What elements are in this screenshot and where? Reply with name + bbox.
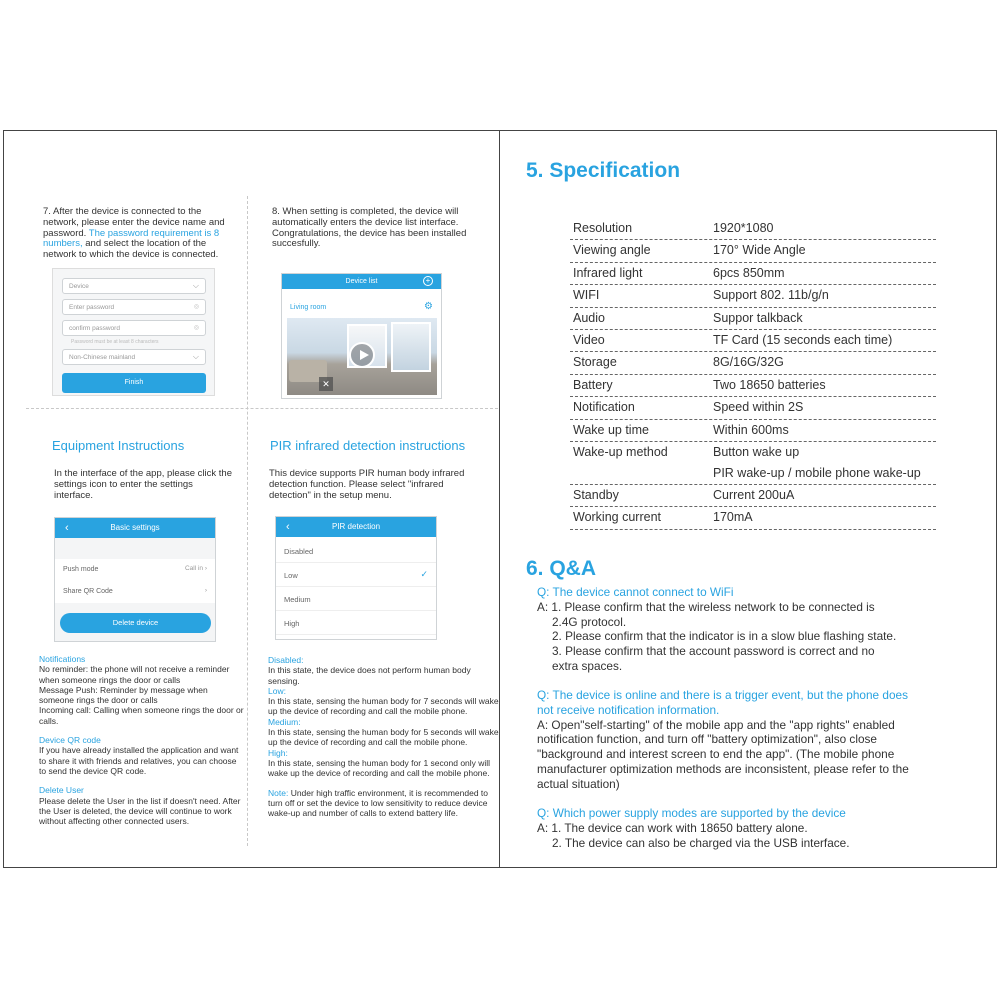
- spec-value: Two 18650 batteries: [713, 377, 826, 392]
- spec-label: Working current: [573, 510, 661, 525]
- back-icon[interactable]: ‹: [65, 522, 69, 534]
- share-qr-row[interactable]: Share QR Code ›: [55, 581, 215, 603]
- spec-value: Current 200uA: [713, 487, 795, 502]
- spec-row: [570, 308, 936, 330]
- spec-value: Support 802. 11b/g/n: [713, 288, 829, 303]
- spec-row: [570, 442, 936, 485]
- pir-option-low[interactable]: Low ✓: [276, 563, 436, 587]
- chevron-down-icon: ⌵: [192, 281, 199, 290]
- spec-row: [570, 330, 936, 352]
- column-divider: [247, 196, 248, 846]
- add-icon[interactable]: +: [423, 276, 433, 286]
- spec-value: 170mA: [713, 510, 753, 525]
- spec-value: 170° Wide Angle: [713, 243, 806, 258]
- spec-label: Resolution: [573, 221, 633, 235]
- spec-row: [570, 397, 936, 419]
- gear-icon[interactable]: ⚙: [424, 301, 433, 312]
- device-field[interactable]: Device ⌵: [62, 278, 206, 294]
- finish-button[interactable]: Finish: [62, 373, 206, 393]
- spec-label: Audio: [573, 310, 605, 325]
- spec-value: TF Card (15 seconds each time): [713, 332, 893, 347]
- row-divider: [26, 408, 498, 409]
- spec-row: [570, 352, 936, 374]
- chevron-down-icon: ⌵: [192, 352, 199, 361]
- spec-value: Speed within 2S: [713, 400, 804, 415]
- spec-value: 6pcs 850mm: [713, 265, 785, 280]
- device-list-header: Device list +: [282, 274, 441, 289]
- spec-label: Standby: [573, 487, 619, 502]
- equipment-title: Equipment Instructions: [52, 438, 185, 453]
- location-select[interactable]: Non-Chinese mainland ⌵: [62, 349, 206, 365]
- spec-row: [570, 263, 936, 285]
- basic-settings-mockup: [54, 517, 216, 642]
- spec-value: 1920*1080: [713, 221, 774, 235]
- spec-row: [570, 285, 936, 307]
- pir-header: ‹ PIR detection: [276, 517, 436, 537]
- pir-notes: Disabled: In this state, the device does not perform human body sensing. Low: In this state, sensing the human body for 7 seconds will wake up the device of recording and call the mobile phone. Medium: In this state, sensing the human body for 5 seconds will wake up the device of recording and call the mobile phone. High: In this state, sensing the human body for 1 second only will wake up the device of recording and call the mobile phone. Note: Under high traffic environment, it is recommended to turn off or set the device to low sensitivity to reduce device wake-up and number of calls to extend battery life.: [268, 655, 499, 819]
- spec-label: Notification: [573, 400, 635, 415]
- spec-value: Button wake up: [713, 444, 800, 459]
- spec-label: Infrared light: [573, 265, 643, 280]
- room-label: Living room: [290, 304, 327, 311]
- delete-device-button[interactable]: Delete device: [60, 613, 211, 633]
- pir-detection-mockup: [275, 516, 437, 640]
- password-field[interactable]: Enter password ◎: [62, 299, 206, 315]
- settings-header: ‹ Basic settings: [55, 518, 215, 538]
- pir-intro: This device supports PIR human body infrared detection function. Please select "infrared detection" in the setup menu.: [269, 468, 465, 501]
- spec-label: Wake up time: [573, 422, 649, 437]
- device-list-mockup: [281, 273, 442, 399]
- pir-option-high[interactable]: High: [276, 611, 436, 635]
- equipment-intro: In the interface of the app, please click the settings icon to enter the settings interface.: [54, 468, 232, 501]
- spec-label: Video: [573, 332, 605, 347]
- spec-label: Storage: [573, 355, 617, 370]
- step8-text: 8. When setting is completed, the device will automatically enters the device list interface. Congratulations, the device has been installed succesfully.: [272, 206, 467, 250]
- step7-text: 7. After the device is connected to the network, please enter the device name and password. The password requirement is 8 numbers, and select the location of the network to which the device is connected.: [43, 206, 225, 261]
- pir-option-disabled[interactable]: Disabled: [276, 539, 436, 563]
- notifications-notes: Notifications No reminder: the phone will not receive a reminder when someone rings the door or calls Message Push: Reminder by message when someone rings the door or calls Incoming call: Calling when someone rings the door or calls. Device QR code If you have already installed the application and want to share it with friends and relatives, you can choose to send the device QR code. Delete User Please delete the User in the list if doesn't need. After the User is deleted, the device will continue to work without affecting other connected users.: [39, 654, 244, 827]
- spec-value: PIR wake-up / mobile phone wake-up: [713, 465, 921, 480]
- qa-block-3: Q: Which power supply modes are supported by the device A: 1. The device can work with 18650 battery alone. 2. The device can also be charged via the USB interface.: [537, 806, 850, 850]
- push-mode-row[interactable]: Push mode Call in ›: [55, 559, 215, 581]
- spec-row: [570, 485, 936, 507]
- spec-row: [570, 507, 936, 529]
- spec-label: Battery: [573, 377, 613, 392]
- eye-icon[interactable]: ◎: [193, 304, 199, 310]
- spec-row: [570, 218, 936, 240]
- spec-row: [570, 240, 936, 262]
- spec-value: 8G/16G/32G: [713, 355, 784, 370]
- specification-title: 5. Specification: [526, 159, 681, 182]
- eye-icon[interactable]: ◎: [193, 325, 199, 331]
- qa-block-1: Q: The device cannot connect to WiFi A: 1. Please confirm that the wireless network to be connected is 2.4G protocol. 2. Please confirm that the indicator is in a slow blue flashing state. 3. Please confirm that the account password is correct and no extra spaces.: [537, 585, 897, 673]
- pir-title: PIR infrared detection instructions: [270, 438, 466, 453]
- password-hint: Password must be at least 8 characters: [71, 339, 159, 345]
- pir-option-medium[interactable]: Medium: [276, 587, 436, 611]
- spec-value: Suppor talkback: [713, 310, 803, 325]
- specification-table: [570, 218, 936, 530]
- spec-label: WIFI: [573, 288, 600, 303]
- check-icon: ✓: [420, 569, 428, 579]
- spec-value: Within 600ms: [713, 422, 789, 437]
- camera-preview[interactable]: [287, 318, 437, 395]
- spec-label: Viewing angle: [573, 243, 651, 258]
- play-icon[interactable]: [349, 342, 375, 368]
- password-form-mockup: [52, 268, 215, 396]
- confirm-password-field[interactable]: confirm password ◎: [62, 320, 206, 336]
- close-icon[interactable]: ✕: [319, 377, 333, 391]
- back-icon[interactable]: ‹: [286, 521, 290, 533]
- qa-block-2: Q: The device is online and there is a trigger event, but the phone does not receive notification information. A: Open"self-starting" of the mobile app and the "app rights" enabled notification function, and turn off "battery optimization", also close "background and interest screen to end the app". (The mobile phone manufacturer optimization methods are inconsistent, please refer to the actual situation): [537, 688, 909, 791]
- qa-title: 6. Q&A: [526, 557, 597, 580]
- spec-row: [570, 375, 936, 397]
- spec-row: [570, 420, 936, 442]
- spec-label: Wake-up method: [573, 444, 668, 459]
